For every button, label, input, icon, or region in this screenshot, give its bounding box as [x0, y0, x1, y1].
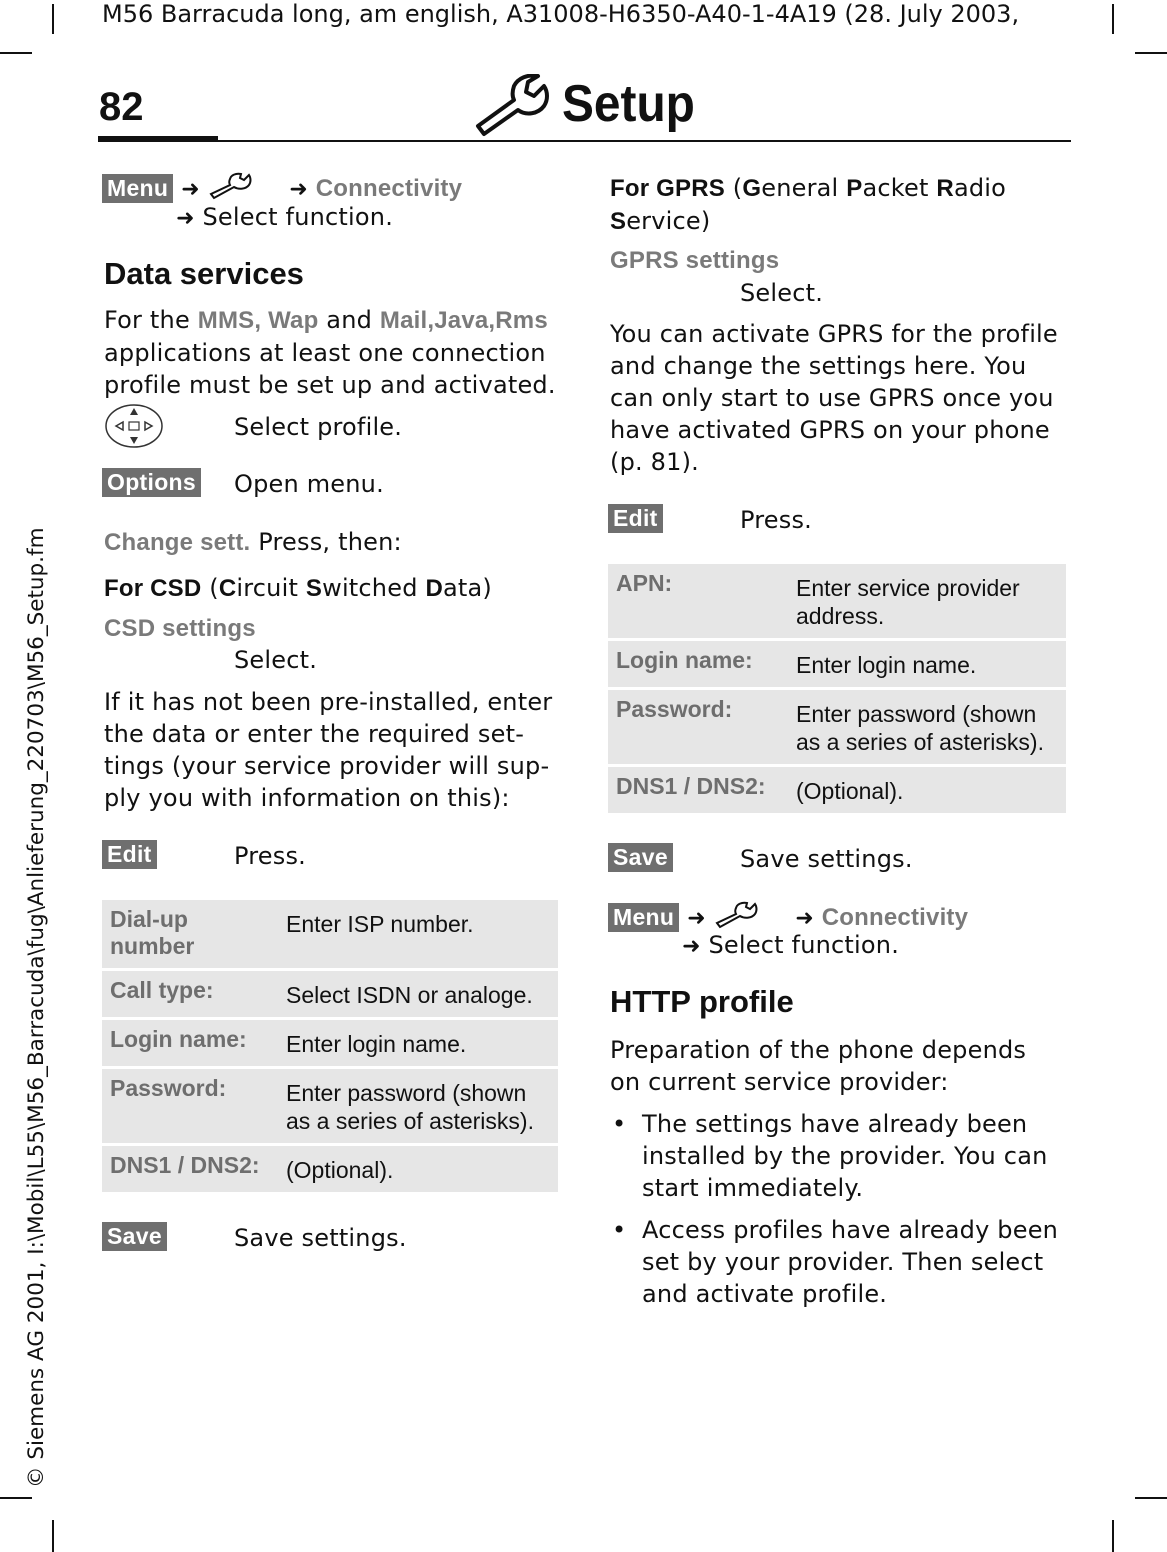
left-nav-action	[176, 201, 393, 235]
crop-mark	[1135, 1497, 1167, 1499]
save-settings-text: Save settings.	[234, 1224, 407, 1252]
csd-settings-table	[102, 897, 558, 1195]
options-key[interactable]: Options	[102, 468, 201, 497]
table-row	[608, 641, 1066, 687]
data-services-intro: For the MMS, Wap and Mail,Java,Rms applications at least one connection profile must be set up and activated.	[104, 306, 556, 399]
arrow-icon: ➜	[682, 934, 701, 959]
gprs-settings-menu-item[interactable]: GPRS settings	[610, 247, 780, 274]
wrench-icon	[208, 172, 256, 198]
table-value: Enter login name.	[788, 641, 1066, 687]
menu-key[interactable]: Menu	[608, 903, 679, 932]
crop-mark	[52, 4, 54, 34]
wrench-icon	[472, 74, 556, 138]
crop-mark	[1112, 4, 1114, 34]
table-value: Enter password (shown as a series of asterisks).	[278, 1069, 558, 1143]
page-number: 82	[99, 85, 144, 129]
crop-mark	[52, 1520, 54, 1552]
crop-mark	[0, 1497, 32, 1499]
document-id: M56 Barracuda long, am english, A31008-H6350-A40-1-4A19 (28. July 2003,	[102, 0, 1020, 28]
save-settings-text: Save settings.	[740, 845, 913, 873]
table-row	[102, 900, 558, 968]
open-menu-text: Open menu.	[234, 470, 384, 498]
table-value: (Optional).	[788, 767, 1066, 813]
table-value: (Optional).	[278, 1146, 558, 1192]
table-row	[102, 1146, 558, 1192]
table-row	[102, 1020, 558, 1066]
for-csd-line: For CSD (Circuit Switched Data)	[104, 574, 492, 602]
table-row	[608, 767, 1066, 813]
select-function-text: Select function.	[202, 203, 394, 231]
arrow-icon: ➜	[687, 906, 706, 931]
copyright-side-note: © Siemens AG 2001, I:\Mobil\L55\M56_Barracuda\fug\Anlieferung_220703\M56_Setup.fm	[24, 527, 49, 1488]
table-value: Enter service provider address.	[788, 564, 1066, 638]
edit-key[interactable]: Edit	[102, 840, 157, 869]
table-row	[102, 971, 558, 1017]
section-heading-http-profile: HTTP profile	[610, 984, 794, 1019]
arrow-icon: ➜	[176, 206, 195, 231]
table-row	[102, 1069, 558, 1143]
select-function-text: Select function.	[708, 931, 900, 959]
crop-mark	[1135, 52, 1167, 54]
table-label: DNS1 / DNS2:	[102, 1146, 278, 1192]
table-label: Login name:	[102, 1020, 278, 1066]
table-row	[608, 564, 1066, 638]
arrow-icon: ➜	[289, 177, 308, 202]
header-rule	[98, 140, 1071, 142]
navigation-key-icon[interactable]	[104, 402, 164, 450]
table-label: Password:	[102, 1069, 278, 1143]
for-gprs-line: For GPRS (General Packet Radio Service)	[610, 174, 1007, 235]
table-value: Enter password (shown as a series of asterisks).	[788, 690, 1066, 764]
table-label: Dial-up number	[102, 900, 278, 968]
right-nav-action	[682, 929, 899, 963]
table-row	[608, 690, 1066, 764]
table-label: Login name:	[608, 641, 788, 687]
list-item: • Access profiles have already been set by your provider. Then select and activate profile.	[612, 1216, 1059, 1308]
chapter-title: Setup	[562, 75, 695, 133]
table-value: Select ISDN or analoge.	[278, 971, 558, 1017]
table-value: Enter ISP number.	[278, 900, 558, 968]
wrench-icon	[714, 901, 762, 927]
table-label: Password:	[608, 690, 788, 764]
http-prep-text: Preparation of the phone depends on current service provider:	[610, 1036, 1027, 1096]
csd-settings-menu-item[interactable]: CSD settings	[104, 615, 256, 642]
table-value: Enter login name.	[278, 1020, 558, 1066]
change-settings-line: Change sett. Press, then:	[104, 528, 402, 556]
save-key[interactable]: Save	[608, 843, 673, 872]
press-text: Press.	[234, 842, 306, 870]
gprs-activate-text: You can activate GPRS for the profile and change the settings here. You can only start to use GPRS once you have activated GPRS on your phone (p. 81).	[610, 320, 1058, 476]
gprs-settings-table	[608, 561, 1066, 816]
connectivity-menu-item[interactable]: Connectivity	[315, 175, 463, 202]
connectivity-menu-item[interactable]: Connectivity	[821, 904, 969, 931]
edit-key[interactable]: Edit	[608, 504, 663, 533]
bullet-list	[612, 1108, 1068, 1310]
preinstalled-text: If it has not been pre-installed, enter the data or enter the required set-tings (your service provider will sup-ply you with information on this):	[104, 688, 553, 812]
list-item: • The settings have already been installed by the provider. You can start immediately.	[612, 1110, 1048, 1202]
change-sett-menu-item[interactable]: Change sett.	[104, 529, 251, 556]
save-key[interactable]: Save	[102, 1222, 167, 1251]
table-label: Call type:	[102, 971, 278, 1017]
press-text: Press.	[740, 506, 812, 534]
table-label: DNS1 / DNS2:	[608, 767, 788, 813]
arrow-icon: ➜	[181, 177, 200, 202]
select-text: Select.	[740, 279, 824, 307]
menu-key[interactable]: Menu	[102, 174, 173, 203]
section-heading-data-services: Data services	[104, 256, 304, 291]
arrow-icon: ➜	[795, 906, 814, 931]
crop-mark	[1112, 1520, 1114, 1552]
table-label: APN:	[608, 564, 788, 638]
select-text: Select.	[234, 646, 318, 674]
select-profile-text: Select profile.	[234, 413, 403, 441]
crop-mark	[0, 52, 32, 54]
